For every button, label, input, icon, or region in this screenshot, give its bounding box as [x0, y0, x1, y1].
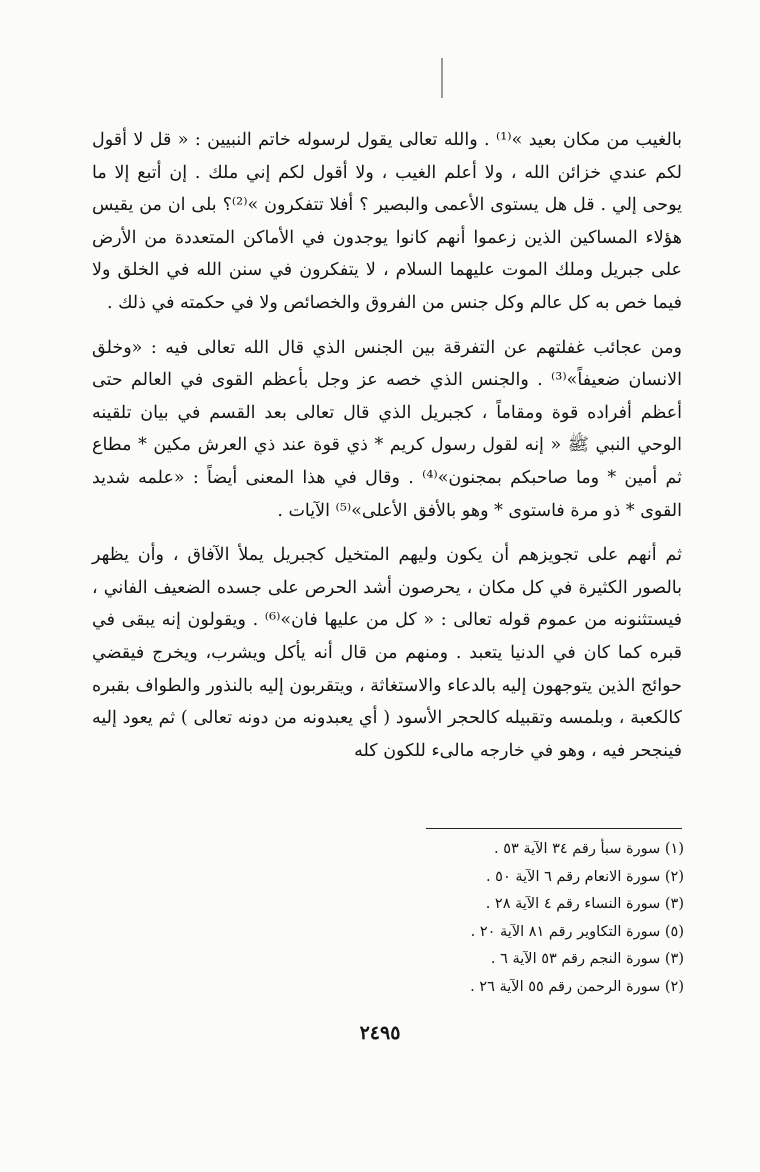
footnote-3: (٣) سورة النساء رقم ٤ الآية ٢٨ .: [485, 896, 684, 912]
paragraph-3: ثم أنهم على تجويزهم أن يكون وليهم المتخيل كجبريل يملأ الآفاق ، وأن يظهر بالصور الكثيرة في كل مكان ، يحرصون أشد الحرص على جسده الضعيف الفاني ، فيستثنونه من عموم قوله تعالى : « كل من عليها فان»⁽⁶⁾ . ويقولون إنه يبقى في قبره كما كان في الدنيا يتعبد . ومنهم من قال أنه يأكل ويشرب، ويخرج فيقضي حوائج الذين يتوجهون إليه بالدعاء والاستغاثة ، ويتقربون إليه بالنذور والطواف بقبره كالكعبة ، وبلمسه وتقبيله كالحجر الأسود ( أي يعبدونه من دونه تعالى ) ثم يعود إليه فينجحر فيه ، وهو في خارجه مالىء للكون كله: [92, 545, 682, 761]
footnote-1: (١) سورة سبأ رقم ٣٤ الآية ٥٣ .: [493, 841, 684, 857]
paragraph-1: بالغيب من مكان بعيد »⁽¹⁾ . والله تعالى يقول لرسوله خاتم النبيين : « قل لا أقول لكم عندي خزائن الله ، ولا أعلم الغيب ، ولا أقول لكم إني ملك . إن أتبع إلا ما يوحى إلي . قل هل يستوى الأعمى والبصير ؟ أفلا تتفكرون »⁽²⁾؟ بلى ان من يقيس هؤلاء المساكين الذين زعموا أنهم كانوا يوجدون في الأماكن المتعددة من الأرض على جبريل وملك الموت عليهما السلام ، لا يتفكرون في سنن الله في الخلق ولا فيما خص به كل عالم وكل جنس من الفروق والخصائص ولا في حكمته في ذلك .: [92, 130, 682, 313]
footnote-2: (٢) سورة الانعام رقم ٦ الآية ٥٠ .: [485, 868, 684, 885]
footnote-separator: [426, 828, 682, 829]
footnotes: [300, 836, 684, 1001]
footnote-6: (٢) سورة الرحمن رقم ٥٥ الآية ٢٦ .: [470, 978, 684, 995]
page-number: ٢٤٩٥: [359, 1022, 401, 1044]
main-text: [92, 124, 682, 767]
footnote-4: (٥) سورة التكاوير رقم ٨١ الآية ٢٠ .: [470, 923, 684, 940]
top-margin-mark: [441, 58, 443, 98]
paragraph-2: ومن عجائب غفلتهم عن التفرقة بين الجنس الذي قال الله تعالى فيه : «وخلق الانسان ضعيفاً»⁽³⁾ . والجنس الذي خصه عز وجل بأعظم القوى في العالم حتى أعظم أفراده قوة ومقاماً ، كجبريل الذي قال تعالى بعد القسم في بيان تلقينه الوحي النبي ﷺ « إنه لقول رسول كريم * ذي قوة عند ذي العرش مكين * مطاع ثم أمين * وما صاحبكم بمجنون»⁽⁴⁾ . وقال في هذا المعنى أيضاً : «علمه شديد القوى * ذو مرة فاستوى * وهو بالأفق الأعلى»⁽⁵⁾ الآيات .: [92, 337, 683, 521]
footnote-5: (٣) سورة النجم رقم ٥٣ الآية ٦ .: [490, 951, 684, 967]
